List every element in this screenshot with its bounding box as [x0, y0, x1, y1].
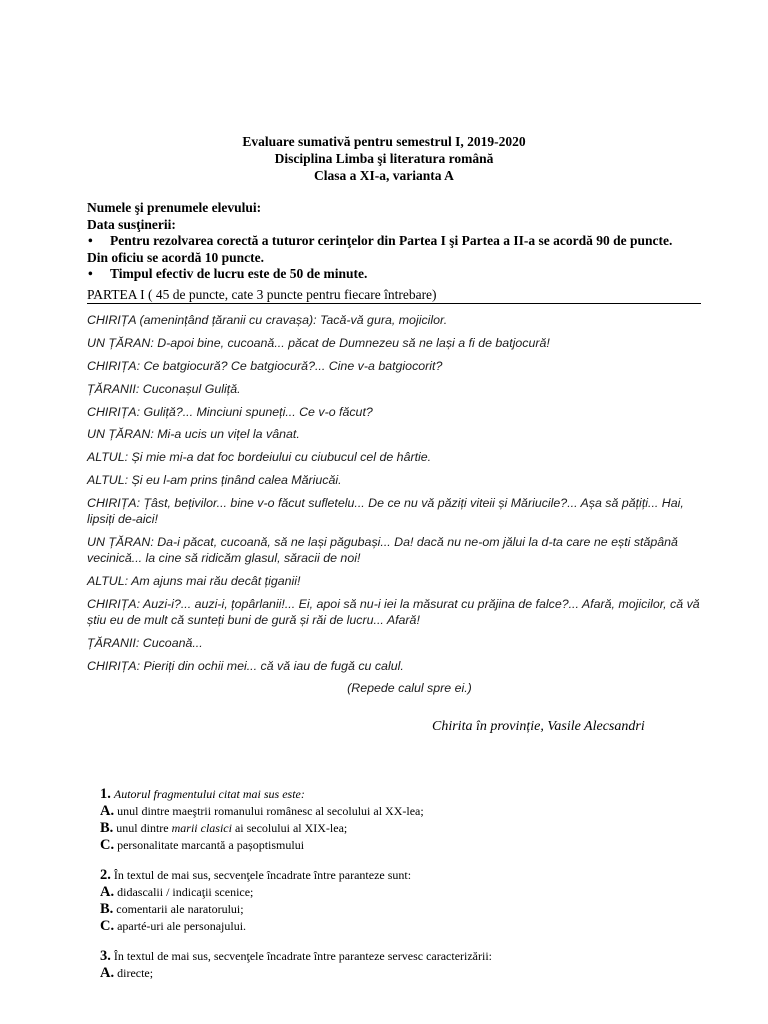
option-letter: A.: [100, 803, 115, 819]
document-header: [0, 133, 768, 184]
header-class: Clasa a XI-a, varianta A: [314, 168, 454, 183]
dialog-line: CHIRIȚA (amenințând țăranii cu cravașa): Tacă-vă gura, mojicilor.: [87, 313, 448, 327]
dialog-line: UN ȚĂRAN: D-apoi bine, cucoană... păcat de Dumnezeu să ne lași a fi de batjocură!: [87, 335, 550, 350]
answer-option-a: [100, 803, 660, 820]
option-text: didascalii / indicaţii scenice;: [117, 885, 254, 899]
option-text: personalitate marcantă a pașoptismului: [117, 838, 305, 852]
stage-direction: (Repede calul spre ei.): [347, 681, 472, 696]
header-subject: Disciplina Limba şi literatura română: [274, 151, 494, 166]
instruction-bullet-points: [87, 233, 707, 250]
dialog-excerpt: [87, 312, 707, 703]
question-number: 3.: [100, 948, 111, 964]
question-3: [100, 948, 660, 982]
option-letter: C.: [100, 837, 115, 853]
dialog-line: CHIRIȚA: Auzi-i?... auzi-i, țopârlanii!... Ei, apoi să nu-i iei la măsurat cu prăjina de falce?... Afară, mojicilor, că vă știu eu de mult că sunteți buni de gură și răi de lucru... Afară!: [87, 596, 700, 627]
instruction-time-text: Timpul efectiv de lucru este de 50 de minute.: [110, 266, 368, 281]
option-text: aparté-uri ale personajului.: [117, 919, 247, 933]
dialog-line: CHIRIȚA: Guliță?... Minciuni spuneți... Ce v-o făcut?: [87, 404, 373, 419]
source-citation: Chirita în provinție, Vasile Alecsandri: [432, 719, 645, 734]
dialog-line: ȚĂRANII: Cuconașul Guliță.: [87, 381, 241, 396]
dialog-line: UN ȚĂRAN: Mi-a ucis un vițel la vânat.: [87, 427, 300, 442]
student-name-label: Numele şi prenumele elevului:: [87, 200, 262, 215]
option-letter: B.: [100, 820, 114, 836]
question-prompt: În textul de mai sus, secvenţele încadrate între paranteze servesc caracterizării:: [113, 949, 493, 963]
dialog-line: ALTUL: Și eu l-am prins ținând calea Măriucăi.: [87, 473, 342, 488]
dialog-line: CHIRIȚA: Ce batgiocură? Ce batgiocură?... Cine v-a batgiocorit?: [87, 358, 443, 373]
instruction-bullet-time: [87, 266, 707, 283]
option-text: unul dintre maeştrii romanului românesc al secolului al XX-lea;: [117, 804, 424, 818]
dialog-line: ȚĂRANII: Cucoană...: [87, 635, 203, 650]
dialog-line: UN ȚĂRAN: Da-i păcat, cucoană, să ne lași păgubași... Da! dacă nu ne-om jălui la d-ta care ne ești stăpână vecinică... la cine să ridicăm glasul, săracii de noi!: [87, 535, 678, 566]
bullet-icon: •: [88, 233, 93, 248]
option-letter: A.: [100, 884, 115, 900]
question-number: 1.: [100, 786, 111, 802]
student-info: [87, 200, 707, 283]
question-number: 2.: [100, 867, 111, 883]
dialog-line: CHIRIȚA: Pieriți din ochii mei... că vă iau de fugă cu calul.: [87, 658, 404, 673]
header-title: Evaluare sumativă pentru semestrul I, 2019-2020: [242, 134, 526, 149]
question-prompt: Autorul fragmentului citat mai sus este:: [113, 787, 305, 801]
exam-date-label: Data susţinerii:: [87, 216, 176, 232]
option-letter: B.: [100, 901, 114, 917]
dialog-line: ALTUL: Am ajuns mai rău decât țiganii!: [87, 573, 301, 588]
option-text-emphasis: marii clasici: [171, 821, 232, 835]
dialog-line: ALTUL: Și mie mi-a dat foc bordeiului cu ciubucul cel de hârtie.: [87, 450, 432, 465]
question-1: [100, 786, 660, 854]
answer-option-c: [100, 837, 660, 854]
instruction-bonus: Din oficiu se acordă 10 puncte.: [87, 249, 264, 265]
option-letter: A.: [100, 965, 115, 981]
option-text: unul dintre: [116, 821, 172, 835]
option-text: comentarii ale naratorului;: [116, 902, 244, 916]
answer-option-a: [100, 965, 660, 982]
answer-option-a: [100, 884, 660, 901]
instruction-points-text: Pentru rezolvarea corectă a tuturor cerinţelor din Partea I şi Partea a II-a se acordă 90 de puncte.: [110, 233, 673, 248]
questions-section: [100, 786, 660, 995]
bullet-icon: •: [88, 266, 93, 281]
option-text: directe;: [117, 966, 154, 980]
option-text: ai secolului al XIX-lea;: [231, 821, 348, 835]
answer-option-b: [100, 820, 660, 837]
question-prompt: În textul de mai sus, secvenţele încadrate între paranteze sunt:: [113, 868, 412, 882]
answer-option-c: [100, 918, 660, 935]
dialog-line: CHIRIȚA: Țâst, bețivilor... bine v-o făcut sufletelu... De ce nu vă păziți viteii și Măriucile?... Așa să pățiți... Hai, lipsiți de-aici!: [87, 496, 684, 527]
question-2: [100, 867, 660, 935]
part-one-heading: PARTEA I ( 45 de puncte, cate 3 puncte pentru fiecare întrebare): [87, 287, 701, 304]
answer-option-b: [100, 901, 660, 918]
option-letter: C.: [100, 918, 115, 934]
